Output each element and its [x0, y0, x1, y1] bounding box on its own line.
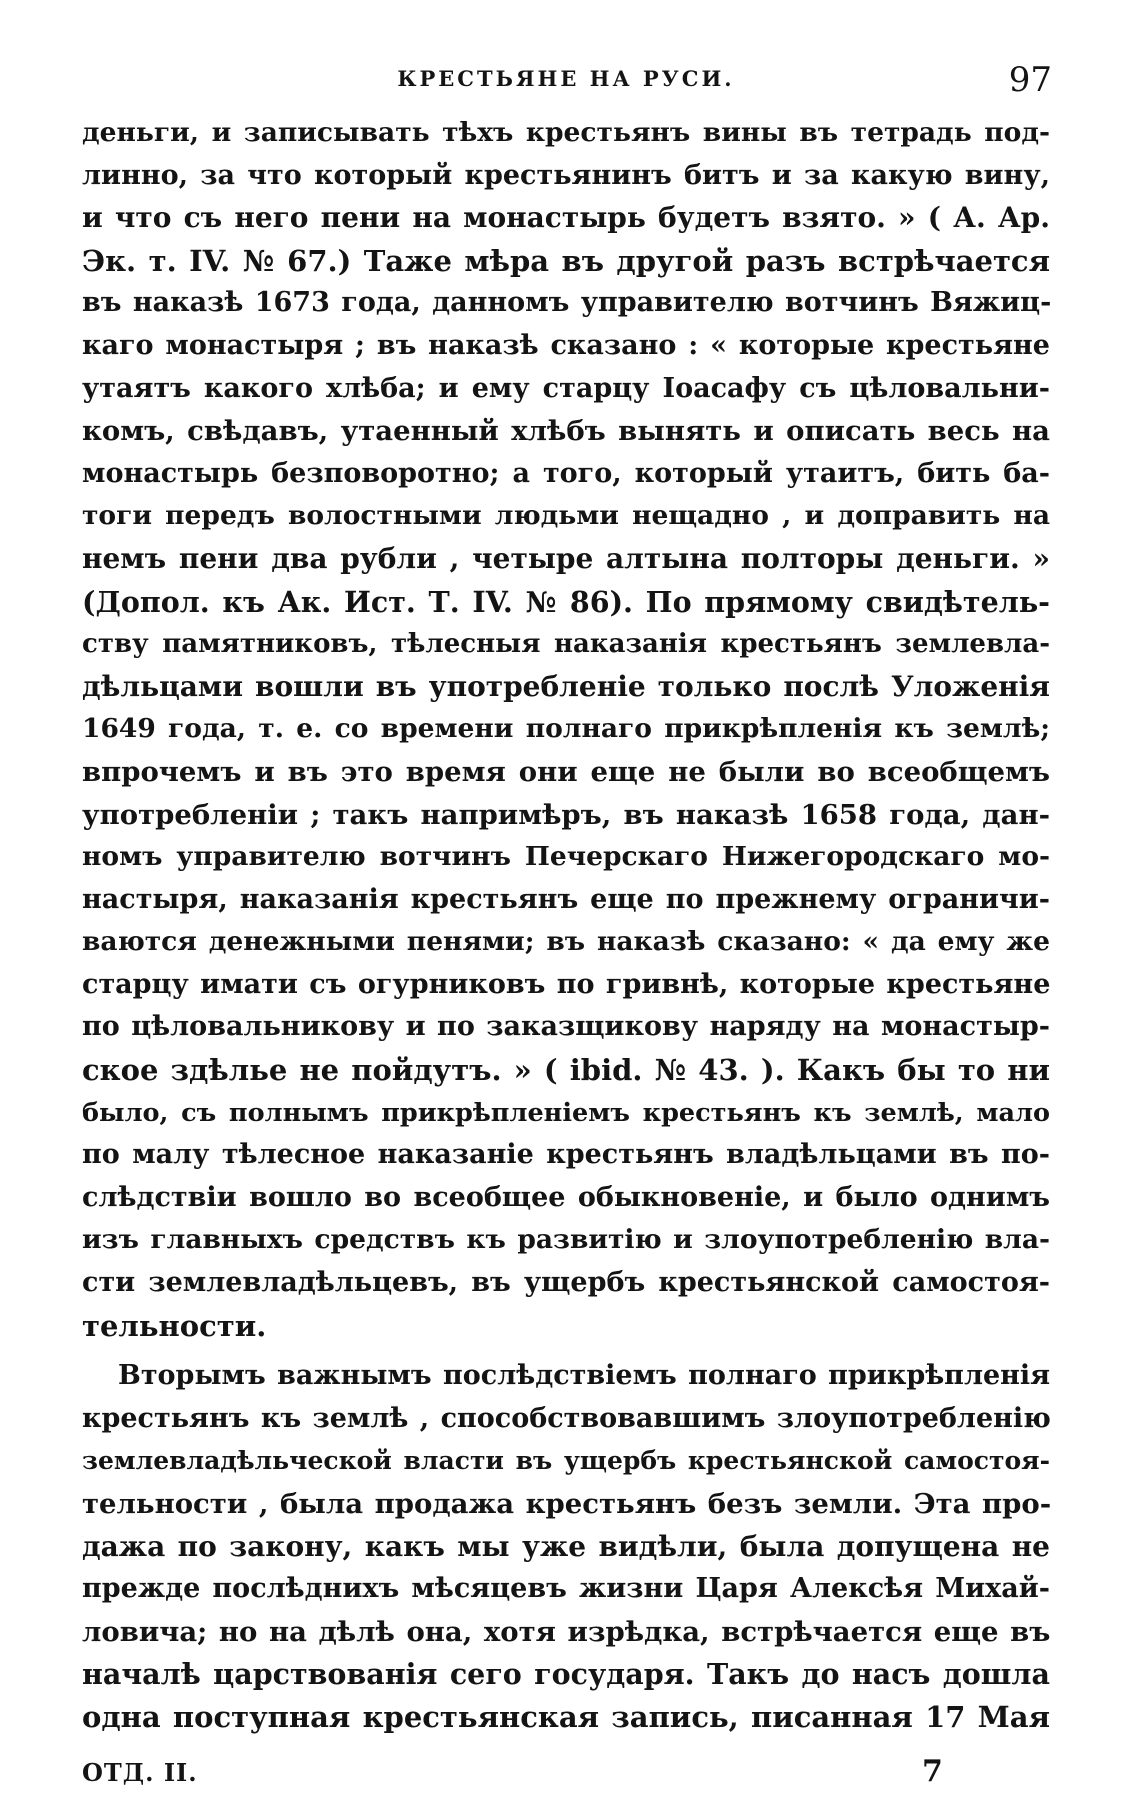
text-line: сти землевладѣльцевъ, въ ущербъ крестьянской самостоя-	[82, 1267, 1050, 1299]
text-line: изъ главныхъ средствъ къ развитію и злоупотребленію вла-	[82, 1224, 1050, 1256]
text-line: линно, за что который крестьянинъ битъ и за какую вину,	[82, 159, 1050, 191]
text-line: землевладѣльческой власти въ ущербъ крестьянской самостоя-	[82, 1446, 1050, 1476]
text-line: крестьянъ къ землѣ , способствовавшимъ злоупотребленію	[82, 1402, 1051, 1434]
text-line: впрочемъ и въ это время они еще не были во всеобщемъ	[82, 755, 1050, 788]
text-line: одна поступная крестьянская запись, писанная 17 Мая	[82, 1699, 1050, 1734]
running-title: КРЕСТЬЯНЕ НА РУСИ.	[397, 66, 735, 91]
text-line: монастырь безповоротно; а того, который утаитъ, бить ба-	[82, 457, 1050, 489]
text-line: утаятъ какого хлѣба; и ему старцу Іоасафу съ цѣловальни-	[82, 372, 1050, 404]
text-line: 1649 года, т. е. со времени полнаго прикрѣпленія къ землѣ;	[82, 713, 1050, 745]
text-line: (Допол. къ Ак. Ист. Т. IV. № 86). По прямому свидѣтель-	[82, 584, 1050, 619]
page-number: 97	[1008, 60, 1052, 100]
page-footer	[82, 1754, 1050, 1798]
text-line: дажа по закону, какъ мы уже видѣли, была допущена не	[82, 1529, 1050, 1563]
paragraph-1	[82, 112, 1050, 1347]
text-line: ваются денежными пенями; въ наказѣ сказано: « да ему же	[82, 926, 1050, 958]
text-line: было, съ полнымъ прикрѣпленіемъ крестьянъ къ землѣ, мало	[82, 1097, 1050, 1128]
paragraph-2	[82, 1355, 1050, 1738]
text-line: по цѣловальникову и по заказщикову наряду на монастыр-	[82, 1011, 1050, 1043]
text-line: немъ пени два рубли , четыре алтына полторы деньги. »	[82, 541, 1050, 575]
text-line: тельности , была продажа крестьянъ безъ земли. Эта про-	[82, 1488, 1052, 1520]
text-line: каго монастыря ; въ наказѣ сказано : « которые крестьяне	[82, 329, 1050, 361]
text-line: комъ, свѣдавъ, утаенный хлѣбъ вынять и описать весь на	[82, 415, 1050, 448]
text-line: тельности.	[82, 1308, 267, 1343]
text-line: по малу тѣлесное наказаніе крестьянъ владѣльцами въ по-	[82, 1139, 1050, 1171]
text-line: употребленіи ; такъ напримѣръ, въ наказѣ 1658 года, дан-	[82, 798, 1050, 831]
text-line: ское здѣлье не пойдутъ. » ( ibid. № 43. ). Какъ бы то ни	[82, 1053, 1050, 1088]
text-line: ству памятниковъ, тѣлесныя наказанія крестьянъ землевла-	[82, 629, 1050, 660]
text-line: дѣльцами вошли въ употребленіе только послѣ Уложенія	[82, 669, 1050, 703]
text-line: началѣ царствованія сего государя. Такъ до насъ дошла	[82, 1657, 1050, 1692]
text-line: прежде послѣднихъ мѣсяцевъ жизни Царя Алексѣя Михай-	[82, 1573, 1050, 1605]
text-line: настыря, наказанія крестьянъ еще по прежнему ограничи-	[82, 883, 1050, 915]
text-line: Эк. т. IV. № 67.) Таже мѣра въ другой разъ встрѣчается	[82, 243, 1050, 278]
body-text	[82, 112, 1050, 1739]
text-line: Вторымъ важнымъ послѣдствіемъ полнаго прикрѣпленія	[118, 1360, 1051, 1392]
text-line: тоги передъ волостными людьми нещадно , и доправить на	[82, 500, 1050, 532]
text-line: деньги, и записывать тѣхъ крестьянъ вины въ тетрадь под-	[82, 117, 1050, 148]
paragraph-gap	[82, 1347, 1050, 1355]
text-line: старцу имати съ огурниковъ по гривнѣ, которые крестьяне	[82, 968, 1051, 1000]
text-line: номъ управителю вотчинъ Печерскаго Нижегородскаго мо-	[82, 841, 1050, 873]
signature-mark: ОТД. II.	[82, 1758, 198, 1787]
text-line: и что съ него пени на монастырь будетъ взято. » ( А. Ар.	[82, 201, 1050, 235]
sheet-number: 7	[922, 1754, 943, 1789]
text-line: въ наказѣ 1673 года, данномъ управителю вотчинъ Вяжиц-	[82, 287, 1052, 319]
text-line: слѣдствіи вошло во всеобщее обыкновеніе, и было однимъ	[82, 1181, 1050, 1213]
text-line: ловича; но на дѣлѣ она, хотя изрѣдка, встрѣчается еще въ	[82, 1615, 1051, 1648]
running-head	[80, 60, 1052, 106]
